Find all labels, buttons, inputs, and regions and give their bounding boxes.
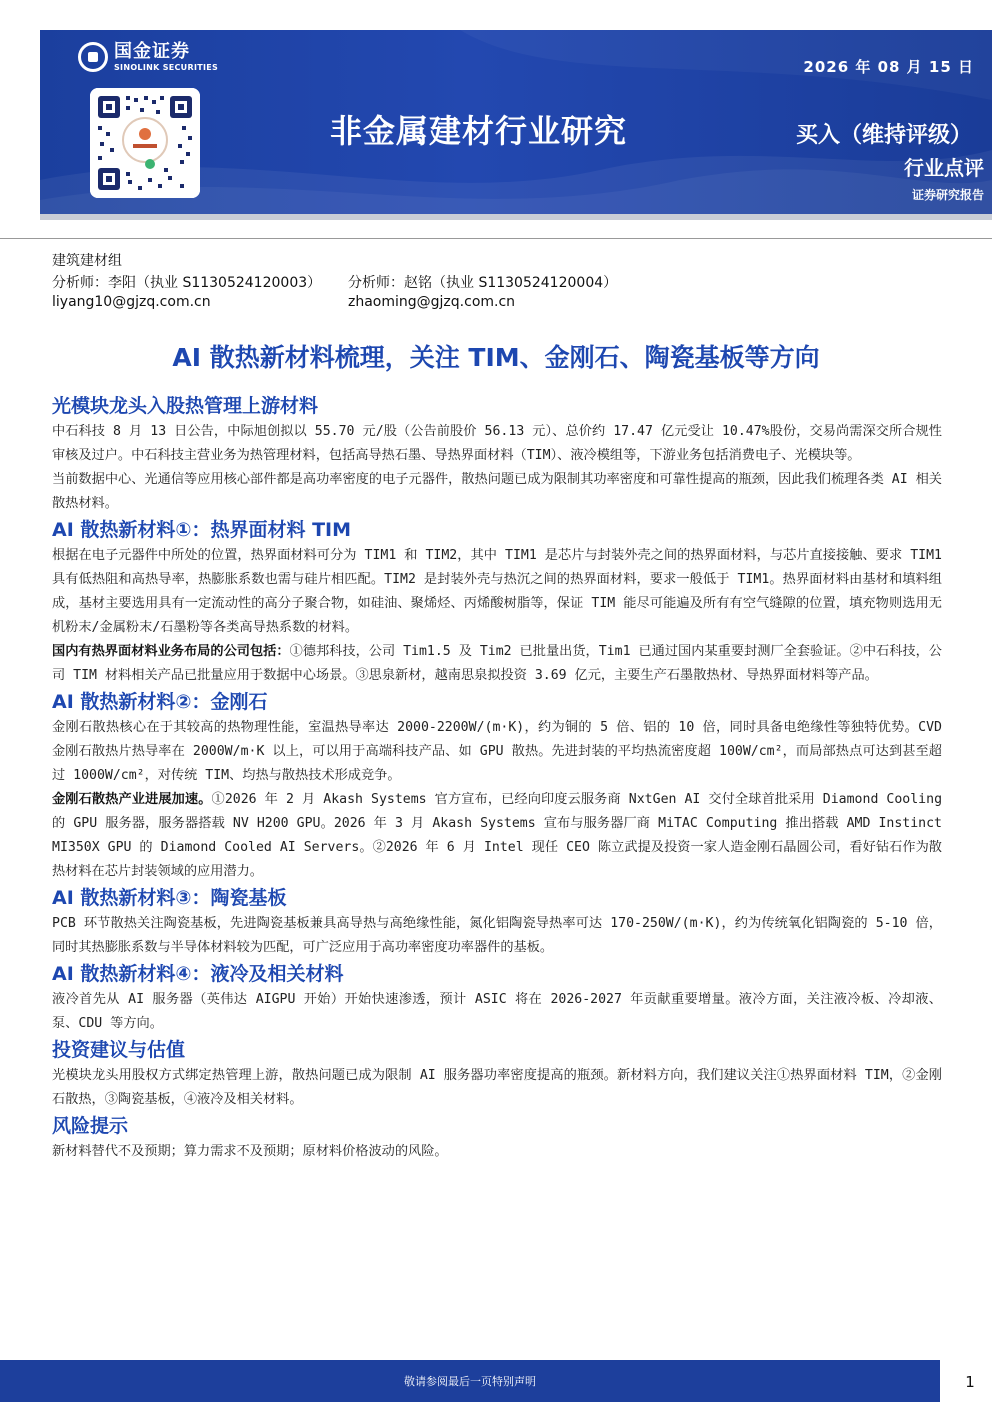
footer-disclaimer-link[interactable]: 敬请参阅最后一页特别声明 [404, 1375, 536, 1388]
paragraph-lead-text: ①2026 年 2 月 Akash Systems 官方宣布，已经向印度云服务商 NxtGen AI 交付全球首批采用 Diamond Cooling 的 GPU 服务器，服务器搭载 NV H200 GPU。2026 年 3 月 Akash Systems 宣布与服务器厂商 MiTAC Computing 推出搭载 AMD Instinct MI350X GPU 的 Diamond Cooled AI Servers。②2026 年 6 月 Intel 现任 CEO 陈立武提及投资一家人造金刚石晶圆公司，看好钻石作为散热材料在芯片封装领域的应用潜力。 [52, 792, 943, 879]
report-type-label: 行业点评 [904, 156, 984, 180]
logo-mark-icon [78, 42, 108, 72]
paragraph-lead-text: ①德邦科技，公司 Tim1.5 及 Tim2 已批量出货，Tim1 已通过国内某重要封测厂全套验证。②中石科技，公司 TIM 材料相关产品已批量应用于数据中心场景。③思泉新材，越南思泉拟投资 3.69 亿元，主要生产石墨散热材、导热界面材料等产品。 [52, 644, 942, 683]
section-title: AI 散热新材料②：金刚石 [52, 691, 268, 713]
paragraph-lead-bold: 国内有热界面材料业务布局的公司包括： [52, 644, 290, 659]
report-main-title: AI 散热新材料梳理，关注 TIM、金刚石、陶瓷基板等方向 [172, 343, 820, 372]
section-ceramic-substrate [52, 884, 942, 960]
company-logo [78, 42, 218, 72]
paragraph: 根据在电子元器件中所处的位置，热界面材料可分为 TIM1 和 TIM2，其中 TIM1 是芯片与封装外壳之间的热界面材料，与芯片直接接触、要求 TIM1 具有低热阻和高热导率，热膨胀系数也需与硅片相匹配。TIM2 是封装外壳与热沉之间的热界面材料，要求一般低于 TIM1。热界面材料由基材和填料组成，基材主要选用具有一定流动性的高分子聚合物，如硅油、聚烯烃、丙烯酸树脂等，保证 TIM 能尽可能遍及所有有空气缝隙的位置，填充物则选用无机粉末/金属粉末/石墨粉等各类高导热系数的材料。 [52, 548, 942, 635]
paragraph: 光模块龙头用股权方式绑定热管理上游，散热问题已成为限制 AI 服务器功率密度提高的瓶颈。新材料方向，我们建议关注①热界面材料 TIM，②金刚石散热，③陶瓷基板，④液冷及相关材料。 [52, 1068, 942, 1107]
report-body [52, 392, 942, 1164]
analyst-1-email[interactable]: liyang10@gjzq.com.cn [52, 294, 211, 310]
section-title: AI 散热新材料①：热界面材料 TIM [52, 519, 352, 541]
paragraph: 液冷首先从 AI 服务器（英伟达 AIGPU 开始）开始快速渗透，预计 ASIC 将在 2026-2027 年贡献重要增量。液冷方面，关注液冷板、冷却液、泵、CDU 等方向。 [52, 992, 942, 1031]
paragraph-with-lead [52, 640, 942, 688]
section-risk-warning [52, 1112, 942, 1164]
section-tim [52, 516, 942, 688]
qr-code-icon [90, 88, 200, 198]
section-title: 风险提示 [52, 1115, 129, 1137]
paragraph-lead-bold: 金刚石散热产业进展加速。 [52, 792, 212, 807]
section-title: 投资建议与估值 [52, 1039, 186, 1061]
section-shareholding [52, 392, 942, 516]
logo-cn-text: 国金证券 [114, 40, 190, 62]
section-title: 光模块龙头入股热管理上游材料 [52, 395, 319, 417]
header-banner [40, 30, 992, 214]
analyst-1-name: 分析师：李阳（执业 S1130524120003） [52, 275, 322, 291]
analyst-2-email[interactable]: zhaoming@gjzq.com.cn [348, 294, 516, 310]
paragraph-with-lead [52, 788, 942, 884]
report-category-label: 证券研究报告 [911, 188, 984, 202]
header-divider [0, 238, 992, 239]
section-liquid-cooling [52, 960, 942, 1036]
industry-title: 非金属建材行业研究 [330, 112, 628, 150]
logo-en-text: SINOLINK SECURITIES [114, 62, 219, 72]
section-diamond [52, 688, 942, 884]
paragraph: PCB 环节散热关注陶瓷基板，先进陶瓷基板兼具高导热与高绝缘性能，氮化铝陶瓷导热率可达 170-250W/(m·K)，约为传统氧化铝陶瓷的 5-10 倍，同时其热膨胀系数与半导体材料较为匹配，可广泛应用于高功率密度功率器件的基板。 [52, 916, 942, 955]
rating-label: 买入（维持评级） [795, 123, 972, 148]
section-title: AI 散热新材料③：陶瓷基板 [52, 887, 287, 909]
page-number: 1 [965, 1373, 975, 1391]
report-date: 2026 年 08 月 15 日 [803, 58, 974, 76]
section-investment-advice [52, 1036, 942, 1112]
paragraph: 中石科技 8 月 13 日公告，中际旭创拟以 55.70 元/股（公告前股价 56.13 元）、总价约 17.47 亿元受让 10.47%股份，交易尚需深交所合规性审核及过户。中石科技主营业务为热管理材料，包括高导热石墨、导热界面材料（TIM）、液冷模组等，下游业务包括消费电子、光模块等。 [52, 424, 942, 463]
paragraph: 新材料替代不及预期；算力需求不及预期；原材料价格波动的风险。 [52, 1144, 448, 1159]
section-title: AI 散热新材料④：液冷及相关材料 [52, 963, 344, 985]
paragraph: 当前数据中心、光通信等应用核心部件都是高功率密度的电子元器件，散热问题已成为限制其功率密度和可靠性提高的瓶颈，因此我们梳理各类 AI 相关散热材料。 [52, 472, 942, 511]
analyst-2-name: 分析师：赵铭（执业 S1130524120004） [348, 275, 618, 291]
research-group: 建筑建材组 [52, 253, 122, 269]
paragraph: 金刚石散热核心在于其较高的热物理性能，室温热导率达 2000-2200W/(m·K)，约为铜的 5 倍、铝的 10 倍，同时具备电绝缘性等独特优势。CVD 金刚石散热片热导率在 2000W/m·K 以上，可以用于高端科技产品、如 GPU 散热。先进封装的平均热流密度超 100W/cm²，而局部热点可达到甚至超过 1000W/cm²，对传统 TIM、均热与散热技术形成竞争。 [52, 720, 942, 783]
